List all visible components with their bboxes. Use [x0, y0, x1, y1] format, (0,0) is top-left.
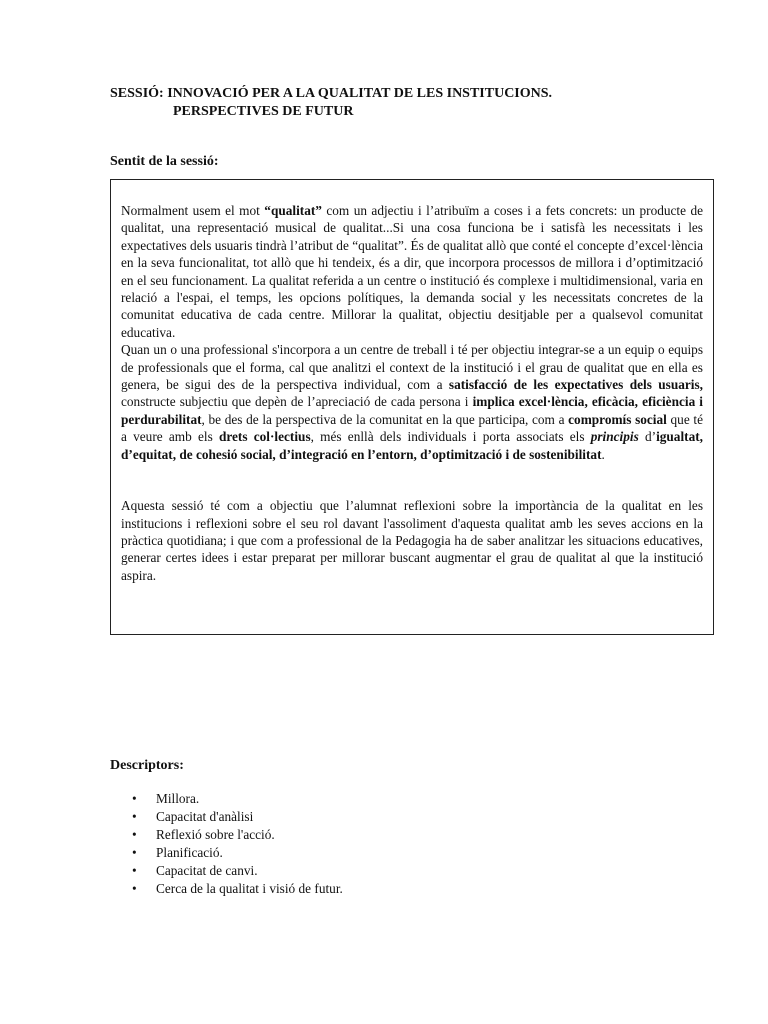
session-title-line2: PERSPECTIVES DE FUTUR: [173, 104, 354, 119]
bold-phrase: compromís social: [568, 411, 667, 427]
list-item: • Capacitat de canvi.: [110, 862, 343, 880]
text-run: .: [601, 446, 605, 462]
bold-phrase: igualtat, d’equitat, de cohesió social, d’integració en l’entorn, d’optimització i de sostenibilitat: [121, 429, 703, 462]
session-title: [110, 85, 552, 121]
text-run: constructe subjectiu que depèn de l’apreciació de cada persona i: [121, 394, 473, 410]
bold-term-qualitat: “qualitat”: [264, 203, 322, 218]
sentit-heading: Sentit de la sessió:: [110, 154, 219, 169]
list-item: • Capacitat d'anàlisi: [110, 808, 343, 826]
bold-phrase: implica excel·lència, eficàcia, eficiència i perdurabilitat: [121, 394, 703, 427]
paragraph-professional-context: [121, 341, 703, 463]
text-run: , més enllà dels individuals i porta associats els: [310, 429, 591, 445]
text-run: que té a veure amb els: [121, 411, 703, 445]
descriptors-heading: Descriptors:: [110, 758, 184, 773]
list-item: • Millora.: [110, 790, 343, 808]
bold-phrase: drets col·lectius: [218, 429, 311, 445]
paragraph-session-objective: Aquesta sessió té com a objectiu que l’alumnat reflexioni sobre la importància de la qualitat en les institucions i reflexioni sobre el seu rol davant l'assoliment d'aquesta qualitat amb les seves accions en la pràctica quotidiana; i que com a professional de la Pedagogia ha de saber analitzar les situacions educatives, generar certes idees i estar preparat per millorar buscant augmentar el grau de qualitat al que la institució aspira.: [121, 498, 703, 583]
session-title-line1: SESSIÓ: INNOVACIÓ PER A LA QUALITAT DE LES INSTITUCIONS.: [110, 86, 553, 101]
text-run: com un adjectiu i l’atribuïm a coses i a fets concrets: un producte de qualitat, una representació musical de qualitat...Si una cosa funciona be i satisfà les necessitats i les expectatives dels usuaris tindrà l’atribut de “qualitat”. És de qualitat allò que conté el concepte d’excel·lència en la seva funcionalitat, tot allò que hi tendeix, és a dir, que incorpora processos de millora i d’optimització en el seu funcionament. La qualitat referida a un centre o institució és complexe i multidimensional, varia en relació a l'espai, el temps, les opcions polítiques, la demanda social y les necessitats concretes de la comunitat educativa de cada centre. Millorar la qualitat, objectiu desitjable per a qualsevol comunitat educativa.: [121, 203, 703, 340]
session-description-box: [110, 179, 714, 635]
list-item: • Cerca de la qualitat i visió de futur.: [110, 880, 343, 898]
text-run: Normalment usem el mot: [121, 203, 265, 218]
text-run: , be des de la perspectiva de la comunitat en la que participa, com a: [201, 411, 569, 427]
list-item: • Reflexió sobre l'acció.: [110, 826, 343, 844]
list-item: • Planificació.: [110, 844, 343, 862]
bold-italic-principis: principis: [590, 429, 639, 445]
text-run: Quan un o una professional s'incorpora a un centre de treball i té per objectiu integrar-se a un equip o equips de professionals que el forma, cal que analitzi el context de la institució i el grau de qualitat que en ella es genera, be sigui des de la perspectiva individual, com a: [121, 342, 703, 393]
text-run: d’: [638, 429, 657, 445]
bold-phrase: satisfacció de les expectatives dels usuaris,: [448, 377, 703, 393]
paragraph-quality-definition: [121, 202, 703, 341]
descriptors-list: [110, 790, 343, 898]
